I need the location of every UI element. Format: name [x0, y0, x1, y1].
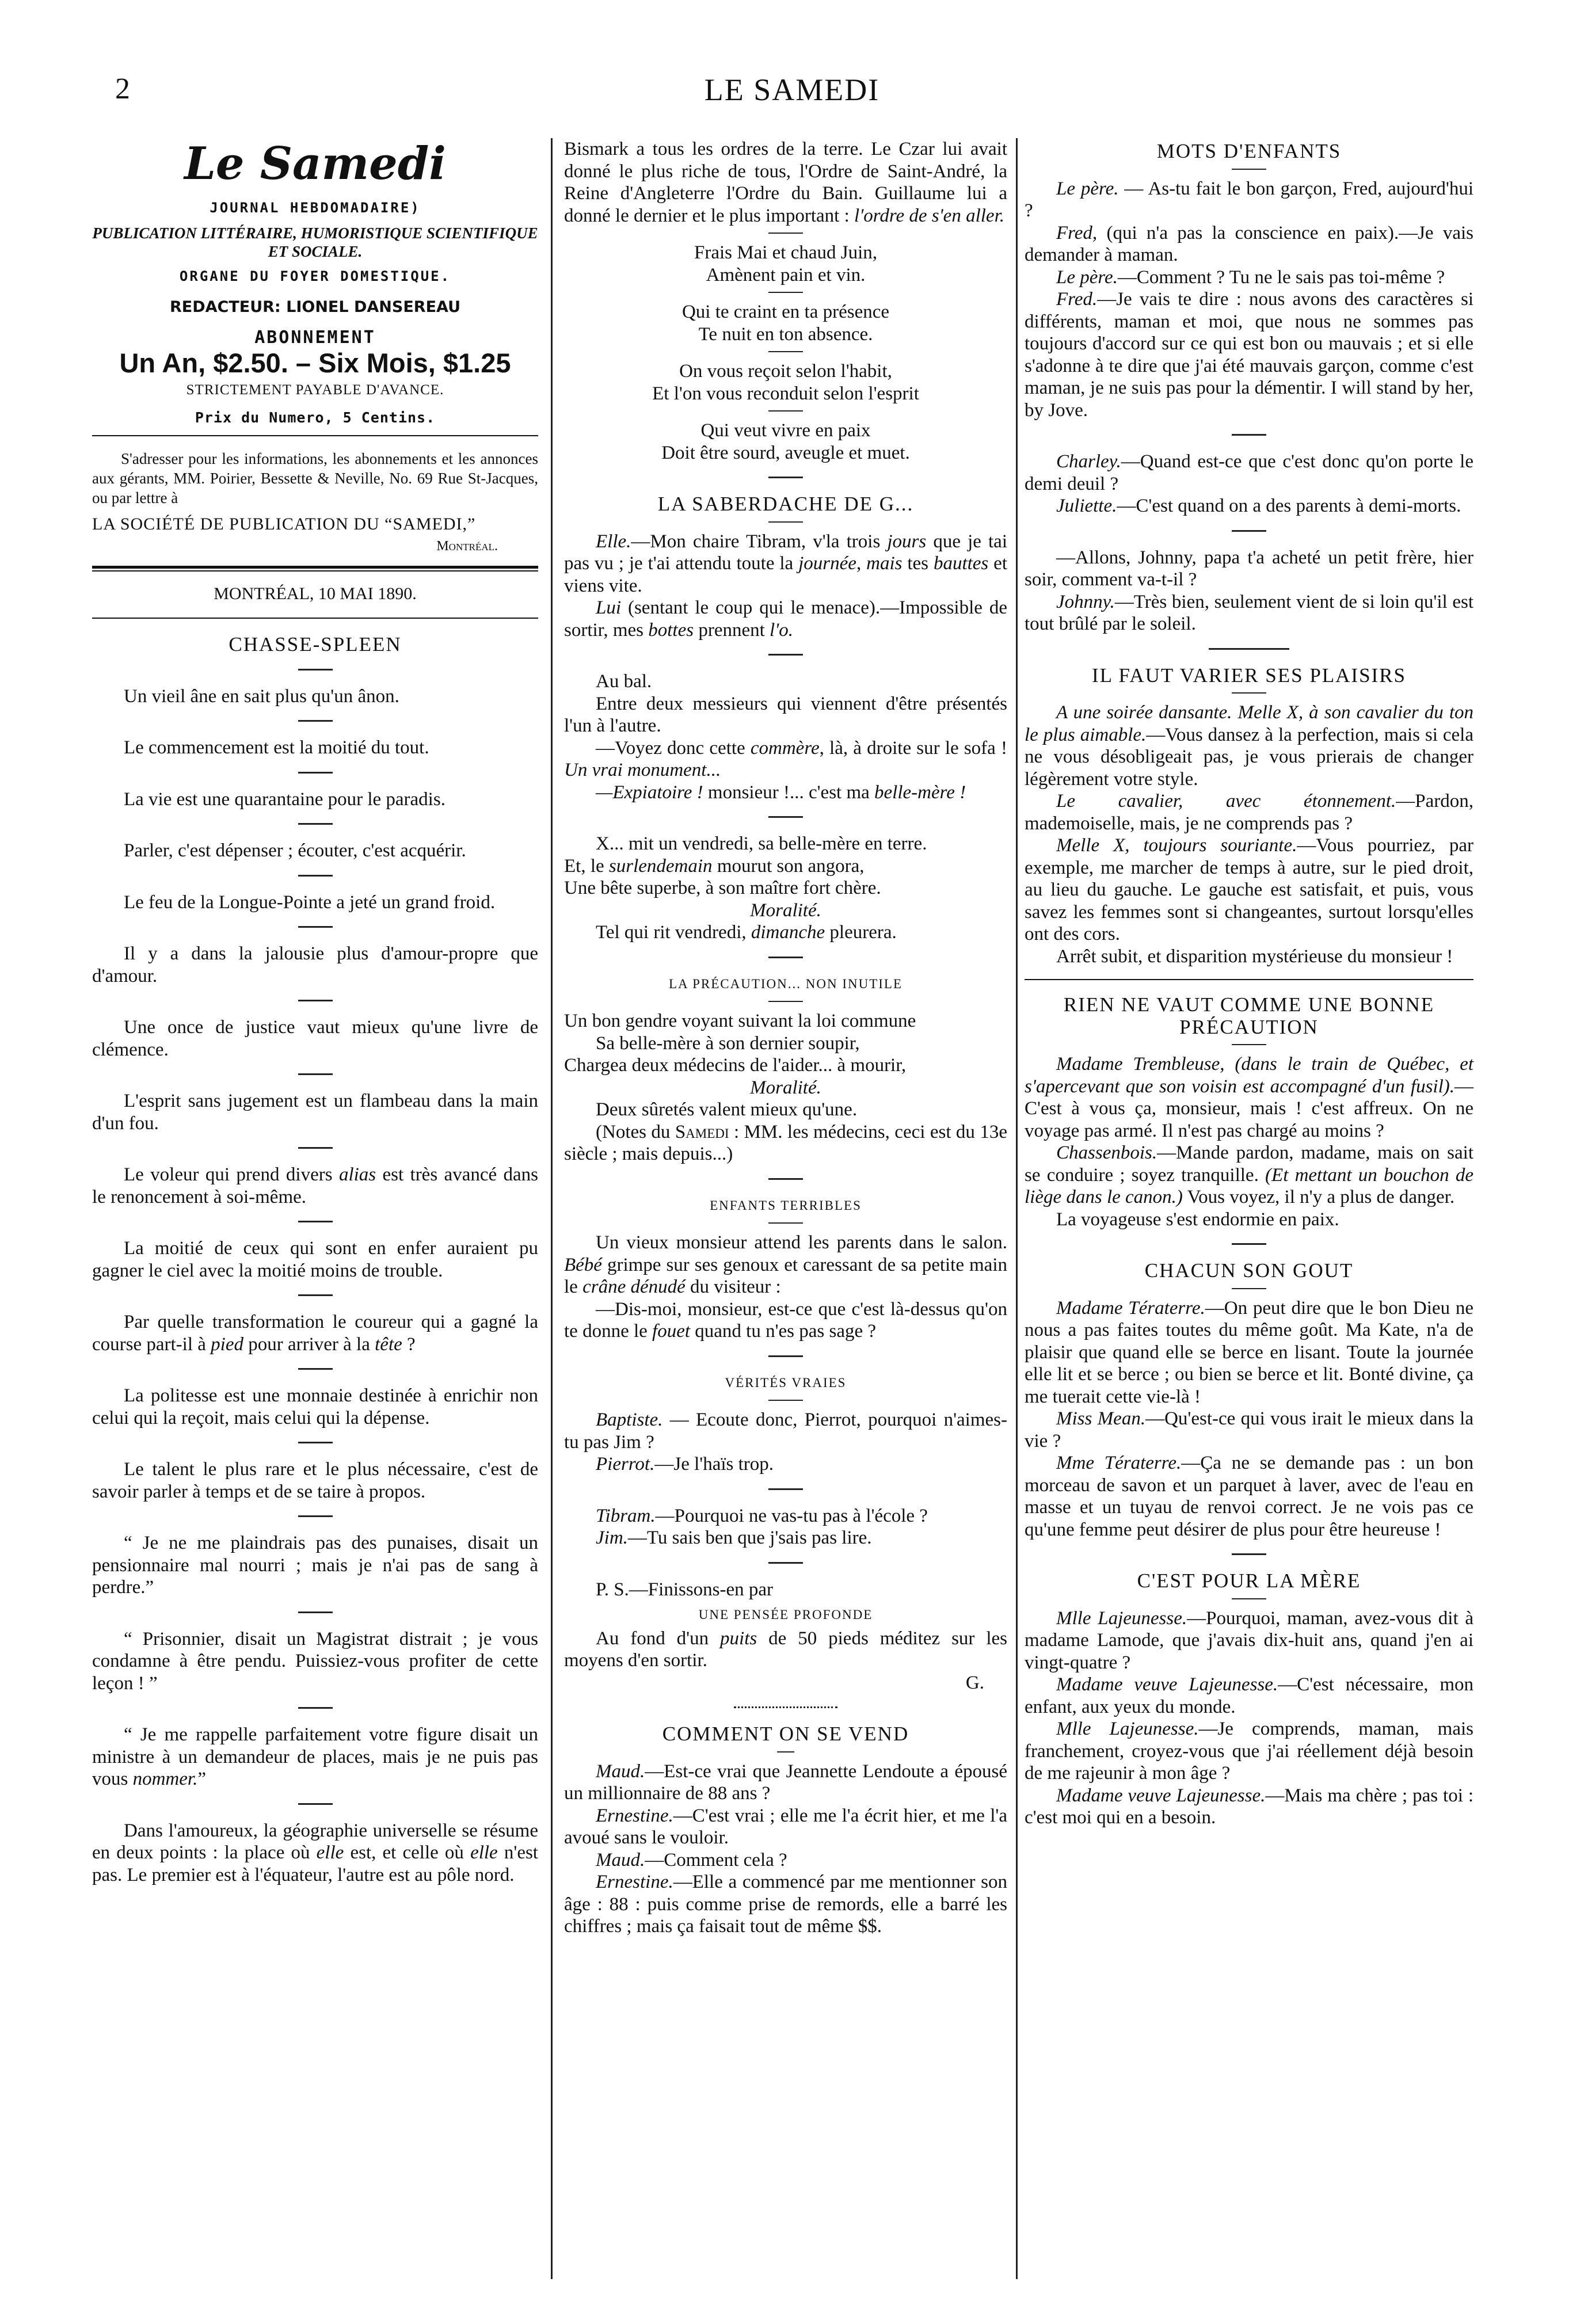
divider: [768, 1001, 803, 1002]
maxim: “ Je me rappelle parfaitement votre figure disait un ministre à un demandeur de places, mais je ne puis pas vous nommer.”: [92, 1724, 538, 1789]
maxim: L'esprit sans jugement est un flambeau dans la main d'un fou.: [92, 1091, 538, 1134]
dialogue-line: Madame Tératerre.—On peut dire que le bon Dieu ne nous a pas faites toutes du même goût. Ma Kate, n'a de plaisir que quand elle se berce en lisant. Toute la journée elle lit et se berce ; ou bien se berce et lit. Bonté divine, ça me tuerait cette vie-là !: [1025, 1297, 1473, 1407]
divider: [1209, 648, 1289, 650]
verse-line: Et, le surlendemain mourut son angora,: [564, 855, 865, 877]
divider: [1232, 434, 1266, 436]
dialogue-line: Jim.—Tu sais ben que j'sais pas lire.: [596, 1527, 872, 1548]
divider: [298, 1611, 333, 1613]
section-title-rien-ne-vaut: RIEN NE VAUT COMME UNE BONNE PRÉCAUTION: [1063, 993, 1435, 1038]
maxim: “ Prisonnier, disait un Magistrat distrait ; je vous condamne à être pendu. Puissiez-vous profiter de cette leçon ! ”: [92, 1628, 538, 1694]
divider: [768, 1355, 803, 1357]
divider: [1232, 1044, 1266, 1045]
dialogue-line: Mlle Lajeunesse.—Pourquoi, maman, avez-vous dit à madame Lamode, que j'avais dix-huit ans, quand j'en ai vingt-quatre ?: [1025, 1607, 1473, 1673]
dialogue-line: Le père.—Comment ? Tu ne le sais pas toi-même ?: [1056, 266, 1445, 288]
dialogue-line: Elle.—Mon chaire Tibram, v'la trois jours que je tai pas vu ; je t'ai attendu toute la journée, mais tes bauttes et viens vite.: [564, 531, 1007, 596]
maxim: “ Je ne me plaindrais pas des punaises, disait un pensionnaire mal nourri ; mais je n'ai pas de sang à perdre.”: [92, 1533, 538, 1598]
dialogue-line: Madame Trembleuse, (dans le train de Québec, et s'apercevant que son voisin est accompagné d'un fusil).—C'est à vous ça, monsieur, mais ! c'est affreux. On ne voyage pas armé. Il n'est pas chargé au moins ?: [1025, 1054, 1473, 1141]
maxim: Dans l'amoureux, la géographie universelle se résume en deux points : la place où elle est, et celle où elle n'est pas. Le premier est à l'équateur, l'autre est au pôle nord.: [92, 1820, 538, 1885]
divider: [768, 1222, 803, 1224]
dialogue-line: Chassenbois.—Mande pardon, madame, mais on sait se conduire ; soyez tranquille. (Et mettant un bouchon de liège dans le canon.) Vous voyez, il n'y a plus de danger.: [1025, 1142, 1474, 1207]
divider: [298, 669, 333, 670]
paragraph: Au fond d'un puits de 50 pieds méditez sur les moyens d'en sortir.: [564, 1628, 1007, 1671]
divider: [1232, 169, 1266, 170]
divider: [1025, 979, 1473, 980]
paragraph: Un vieux monsieur attend les parents dans le salon. Bébé grimpe sur ses genoux et caressant de sa petite main le crâne dénudé du visiteur :: [564, 1232, 1007, 1297]
moralite: Moralité.: [750, 1077, 821, 1098]
maxim: Il y a dans la jalousie plus d'amour-propre que d'amour.: [92, 943, 538, 986]
section-title-precaution: LA PRÉCAUTION... NON INUTILE: [668, 976, 903, 991]
dialogue-line: Madame veuve Lajeunesse.—C'est nécessaire, mon enfant, aux yeux du monde.: [1025, 1674, 1473, 1717]
divider: [1232, 692, 1266, 694]
column-1: [92, 138, 538, 1886]
divider: [298, 1515, 333, 1517]
section-title-varier-plaisirs: IL FAUT VARIER SES PLAISIRS: [1091, 664, 1407, 687]
section-title-enfants-terribles: ENFANTS TERRIBLES: [710, 1198, 862, 1213]
masthead-organe: ORGANE DU FOYER DOMESTIQUE.: [179, 268, 451, 284]
dialogue-line: —Dis-moi, monsieur, est-ce que c'est là-dessus qu'on te donne le fouet quand tu n'es pas sage ?: [564, 1298, 1007, 1342]
divider: [768, 816, 803, 818]
masthead-redacteur: REDACTEUR: LIONEL DANSEREAU: [170, 298, 460, 316]
verse-line: Frais Mai et chaud Juin,: [694, 242, 878, 263]
verse-line: Une bête superbe, à son maître fort chère.: [564, 878, 881, 898]
paragraph-bismark: Bismark a tous les ordres de la terre. Le Czar lui avait donné le plus riche de tous, l'Ordre de Saint-André, la Reine d'Angleterre l'Ordre du Bain. Guillaume lui a donné le dernier et le plus important : l'ordre de s'en aller.: [564, 139, 1007, 226]
divider: [768, 521, 803, 523]
verse-line: Qui veut vivre en paix: [700, 420, 871, 441]
dialogue-line: Fred, (qui n'a pas la conscience en paix).—Je vais demander à maman.: [1025, 222, 1473, 265]
dialogue-line: Johnny.—Très bien, seulement vient de si loin qu'il est tout brûlé par le soleil.: [1025, 591, 1473, 634]
divider: [768, 1488, 803, 1490]
divider: [734, 1706, 837, 1708]
masthead-price: Un An, $2.50. – Six Mois, $1.25: [119, 348, 511, 378]
dialogue-line: Maud.—Comment cela ?: [596, 1849, 787, 1870]
section-title-chacun-son-gout: CHACUN SON GOUT: [1144, 1259, 1354, 1282]
paragraph: La voyageuse s'est endormie en paix.: [1056, 1209, 1339, 1230]
divider: [768, 957, 803, 958]
dialogue-line: Ernestine.—Elle a commencé par me mentionner son âge : 88 : puis comme prise de remords, elle a barré les chiffres ; mais ça faisait tout de même $$.: [564, 1872, 1007, 1937]
dialogue-line: Juliette.—C'est quand on a des parents à demi-morts.: [1056, 496, 1461, 516]
dialogue-line: Le cavalier, avec étonnement.—Pardon, mademoiselle, mais, je ne comprends pas ?: [1025, 791, 1473, 834]
dialogue-line: Charley.—Quand est-ce que c'est donc qu'on porte le demi deuil ?: [1025, 451, 1473, 494]
divider: [92, 435, 538, 436]
maxim: La politesse est une monnaie destinée à enrichir non celui qui la reçoit, mais celui qui la dépense.: [92, 1385, 538, 1428]
dialogue-line: Mlle Lajeunesse.—Je comprends, maman, mais franchement, croyez-vous que j'ai réellement déjà besoin de me rajeunir à mon âge ?: [1025, 1719, 1473, 1784]
dialogue-line: Le père. — As-tu fait le bon garçon, Fred, aujourd'hui ?: [1025, 178, 1473, 221]
divider: [298, 1221, 333, 1222]
verse-line: Doit être sourd, aveugle et muet.: [661, 442, 910, 463]
verse-line: Amènent pain et vin.: [706, 264, 866, 285]
maxim: Une once de justice vaut mieux qu'une livre de clémence.: [92, 1017, 538, 1060]
section-title-comment-on-se-vend: COMMENT ON SE VEND: [662, 1723, 909, 1745]
divider: [768, 292, 803, 293]
dialogue-line: Ernestine.—C'est vrai ; elle me l'a écrit hier, et me l'a avoué sans le vouloir.: [564, 1805, 1007, 1848]
page-number: 2: [115, 73, 130, 105]
column-rule-1: [551, 138, 553, 2279]
verse-line: Un bon gendre voyant suivant la loi commune: [564, 1011, 916, 1031]
divider: [768, 410, 803, 412]
maxim: Par quelle transformation le coureur qui a gagné la course part-il à pied pour arriver à la tête ?: [92, 1312, 538, 1355]
dialogue-line: Melle X, toujours souriante.—Vous pourriez, par exemple, me marcher de temps à autre, sur le pied droit, au lieu du gauche. Le gauche est satisfait, et puis, vous savez les femmes sont si changeantes, surtout lorsqu'elles ont des cors.: [1025, 835, 1474, 944]
dialogue-line: Miss Mean.—Qu'est-ce qui vous irait le mieux dans la vie ?: [1025, 1408, 1473, 1451]
divider: [298, 1707, 333, 1709]
divider: [768, 654, 803, 656]
dialogue-line: Fred.—Je vais te dire : nous avons des caractères si différents, maman et moi, que nous ne sommes pas toujours d'accord sur ce qui est bon ou mauvais ; et si elle s'adonne à te dire que j'ai été mauvais garçon, comme c'est maman, je ne suis pas pour la démentir. I will stand by her, by Jove.: [1025, 289, 1473, 421]
masthead-societe: LA SOCIÉTÉ DE PUBLICATION DU “SAMEDI,”: [92, 514, 476, 534]
dialogue-line: Madame veuve Lajeunesse.—Mais ma chère ; pas toi : c'est moi qui en a besoin.: [1025, 1785, 1473, 1828]
section-title-saberdache: LA SABERDACHE DE G...: [657, 493, 914, 515]
divider: [92, 570, 538, 572]
maxim: Le commencement est la moitié du tout.: [124, 737, 429, 758]
divider: [1232, 1598, 1266, 1599]
divider: [298, 1442, 333, 1443]
maxim: Parler, c'est dépenser ; écouter, c'est acquérir.: [124, 840, 466, 861]
divider: [1232, 1288, 1266, 1289]
masthead-abonnement: ABONNEMENT: [254, 327, 376, 348]
masthead-title: Le Samedi: [184, 138, 446, 190]
section-title-verites-vraies: VÉRITÉS VRAIES: [725, 1375, 847, 1390]
dialogue-line: Baptiste. — Ecoute donc, Pierrot, pourquoi n'aimes-tu pas Jim ?: [564, 1409, 1007, 1453]
dialogue-line: A une soirée dansante. Melle X, à son cavalier du ton le plus aimable.—Vous dansez à la perfection, mais si cela ne vous désobligeait pas, je vous prierais de changer légèrement votre style.: [1025, 702, 1473, 790]
verse-line: Te nuit en ton absence.: [698, 323, 873, 345]
paragraph: Entre deux messieurs qui viennent d'être présentés l'un à l'autre.: [564, 693, 1007, 736]
verse-line: On vous reçoit selon l'habit,: [679, 361, 892, 382]
masthead-city: Montréal.: [436, 539, 498, 554]
maxim: Le talent le plus rare et le plus nécessaire, c'est de savoir parler à temps et de se taire à propos.: [92, 1459, 538, 1502]
paragraph: P. S.—Finissons-en par: [596, 1579, 774, 1600]
divider: [1232, 530, 1266, 532]
divider: [768, 351, 803, 352]
maxim: Le feu de la Longue-Pointe a jeté un grand froid.: [124, 891, 496, 913]
paragraph: Arrêt subit, et disparition mystérieuse du monsieur !: [1056, 946, 1453, 967]
section-title-mots-d-enfants: MOTS D'ENFANTS: [1156, 140, 1342, 162]
divider: [92, 618, 538, 619]
divider: [298, 926, 333, 928]
section-title-c-est-pour-la-mere: C'EST POUR LA MÈRE: [1137, 1569, 1361, 1592]
dialogue-line: Mme Tératerre.—Ça ne se demande pas : un bon morceau de savon et un parquet à laver, avec de l'eau en masse et un tuyau de renvoi correct. Je ne vois pas ce qu'une femme peut désirer de plus pour être heureuse !: [1025, 1453, 1474, 1540]
maxim: Un vieil âne en sait plus qu'un ânon.: [124, 685, 399, 707]
maxim: La moitié de ceux qui sont en enfer auraient pu gagner le ciel avec la moitié moins de trouble.: [92, 1238, 538, 1281]
paragraph-notes: (Notes du Samedi : MM. les médecins, ceci est du 13e siècle ; mais depuis...): [564, 1121, 1007, 1164]
divider: [298, 1000, 333, 1001]
divider: [298, 1073, 333, 1075]
column-2: [564, 138, 1007, 1938]
divider: [1232, 1553, 1266, 1555]
issue-date: MONTRÉAL, 10 MAI 1890.: [214, 584, 417, 603]
masthead-address: S'adresser pour les informations, les abonnements et les annonces aux gérants, MM. Poirier, Bessette & Neville, No. 69 Rue St-Jacques, ou par lettre à: [92, 449, 538, 506]
verse-line: Tel qui rit vendredi, dimanche pleurera.: [596, 922, 897, 943]
dialogue-line: Tibram.—Pourquoi ne vas-tu pas à l'école ?: [596, 1505, 928, 1526]
masthead-prix-numero: Prix du Numero, 5 Centins.: [195, 409, 436, 426]
verse-line: Qui te craint en ta présence: [681, 302, 890, 322]
divider: [768, 233, 803, 234]
dialogue-line: Pierrot.—Je l'haïs trop.: [596, 1454, 774, 1475]
divider: [92, 566, 538, 569]
divider: [298, 1147, 333, 1149]
divider: [777, 1751, 794, 1752]
divider: [768, 477, 803, 478]
verse-line: X... mit un vendredi, sa belle-mère en terre.: [596, 833, 927, 854]
column-3: [1025, 138, 1473, 1829]
divider: [298, 875, 333, 877]
masthead-publication: PUBLICATION LITTÉRAIRE, HUMORISTIQUE SCIENTIFIQUE ET SOCIALE.: [92, 224, 538, 260]
verse-line: Deux sûretés valent mieux qu'une.: [596, 1099, 858, 1120]
section-title-chasse-spleen: CHASSE-SPLEEN: [229, 633, 402, 656]
signature: G.: [965, 1672, 984, 1693]
masthead-subtitle: JOURNAL HEBDOMADAIRE): [210, 200, 421, 216]
section-title-pensee-profonde: UNE PENSÉE PROFONDE: [698, 1607, 873, 1622]
divider: [298, 1368, 333, 1370]
verse-line: Et l'on vous reconduit selon l'esprit: [652, 383, 919, 404]
divider: [768, 1178, 803, 1180]
divider: [1232, 1243, 1266, 1245]
dialogue-line: Lui (sentant le coup qui le menace).—Impossible de sortir, mes bottes prennent l'o.: [564, 597, 1007, 641]
divider: [768, 1400, 803, 1401]
divider: [298, 720, 333, 722]
dialogue-line: —Allons, Johnny, papa t'a acheté un petit frère, hier soir, comment va-t-il ?: [1025, 547, 1473, 590]
moralite: Moralité.: [750, 900, 821, 921]
page-title: LE SAMEDI: [704, 73, 880, 107]
maxim: La vie est une quarantaine pour le paradis.: [124, 788, 446, 810]
page-header: [0, 72, 1584, 118]
paragraph: Au bal.: [596, 671, 652, 692]
divider: [298, 772, 333, 774]
maxim: Le voleur qui prend divers alias est très avancé dans le renoncement à soi-même.: [92, 1164, 538, 1207]
dialogue-line: Maud.—Est-ce vrai que Jeannette Lendoute a épousé un millionnaire de 88 ans ?: [564, 1761, 1007, 1804]
divider: [768, 1562, 803, 1564]
divider: [298, 1294, 333, 1296]
column-rule-2: [1016, 138, 1018, 2279]
dialogue-line: —Voyez donc cette commère, là, à droite sur le sofa ! Un vrai monument...: [564, 737, 1007, 780]
divider: [298, 1803, 333, 1805]
divider: [298, 823, 333, 825]
verse-line: Sa belle-mère à son dernier soupir,: [596, 1033, 860, 1054]
masthead-strict: STRICTEMENT PAYABLE D'AVANCE.: [186, 382, 444, 398]
dialogue-line: —Expiatoire ! monsieur !... c'est ma belle-mère !: [596, 782, 966, 803]
verse-line: Chargea deux médecins de l'aider... à mourir,: [564, 1055, 907, 1076]
